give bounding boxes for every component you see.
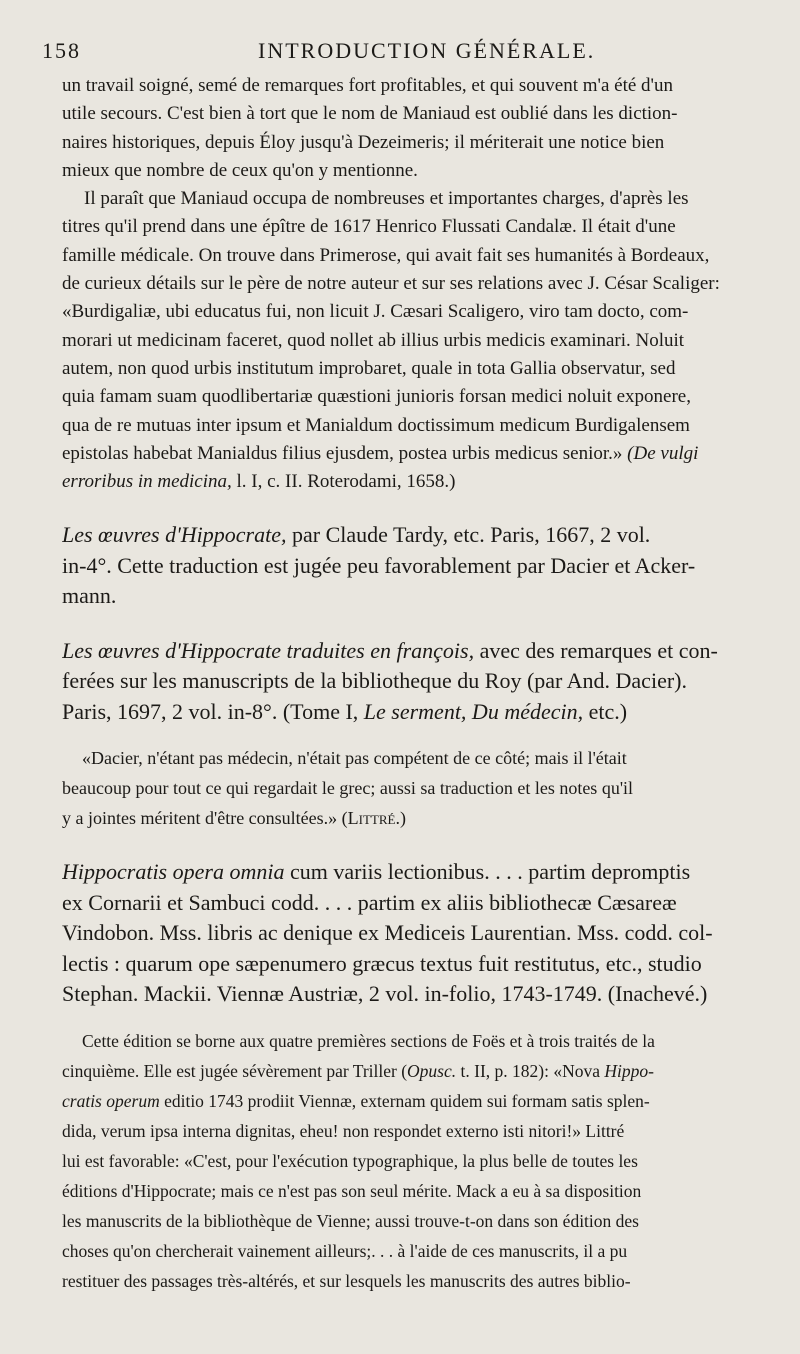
text-line: les manuscrits de la bibliothèque de Vienne; aussi trouve-t-on dans son édition des bbox=[62, 1210, 639, 1231]
text-line: autem, non quod urbis institutum improbaret, quale in tota Gallia observatur, sed bbox=[62, 357, 676, 379]
text-line: «Dacier, n'étant pas médecin, n'était pas compétent de ce côté; mais il l'était bbox=[82, 748, 627, 769]
text-span: cum variis lectionibus. . . . partim depromptis bbox=[284, 859, 691, 885]
text-span: etc.) bbox=[583, 698, 628, 724]
text-line bbox=[62, 857, 770, 888]
text-line: qua de re mutuas inter ipsum et Manialdum doctissimum medicum Burdigalensem bbox=[62, 414, 690, 436]
text-italic: cratis operum bbox=[62, 1090, 160, 1111]
author-smallcaps: Littré bbox=[347, 808, 396, 829]
text-line: utile secours. C'est bien à tort que le nom de Maniaud est oublié dans les diction- bbox=[62, 103, 678, 125]
text-line: quia famam suam quodlibertariæ quæstioni junioris forsan medici noluit exponere, bbox=[62, 386, 691, 408]
entry-title: Les œuvres d'Hippocrate, bbox=[62, 522, 287, 548]
text-line bbox=[62, 636, 770, 667]
text-line: lui est favorable: «C'est, pour l'exécution typographique, la plus belle de toutes les bbox=[62, 1150, 638, 1171]
text-line: un travail soigné, semé de remarques fort profitables, et qui souvent m'a été d'un bbox=[62, 75, 673, 96]
text-line: mann. bbox=[62, 583, 117, 609]
text-span: .) bbox=[395, 808, 406, 829]
text-line: Stephan. Mackii. Viennæ Austriæ, 2 vol. in-folio, 1743-1749. (Inachevé.) bbox=[62, 981, 708, 1007]
text-line bbox=[62, 1086, 770, 1116]
text-line: de curieux détails sur le père de notre auteur et sur ses relations avec J. César Scaliger: bbox=[62, 273, 720, 295]
entry-title: Les œuvres d'Hippocrate traduites en françois, bbox=[62, 637, 475, 663]
text-line bbox=[62, 520, 770, 551]
bibliography-entry-tardy bbox=[62, 520, 770, 612]
text-span: cinquième. Elle est jugée sévèrement par Triller ( bbox=[62, 1060, 408, 1081]
text-line bbox=[62, 440, 770, 468]
text-line: Cette édition se borne aux quatre premières sections de Foës et à trois traités de la bbox=[82, 1030, 655, 1051]
text-line: beaucoup pour tout ce qui regardait le grec; aussi sa traduction et les notes qu'il bbox=[62, 778, 634, 799]
text-span: par Claude Tardy, etc. Paris, 1667, 2 vol. bbox=[286, 522, 651, 548]
running-title: INTRODUCTION GÉNÉRALE. bbox=[258, 38, 596, 63]
bibliography-entry-mack bbox=[62, 857, 770, 1010]
bibliography-entry-dacier bbox=[62, 636, 770, 728]
text-line bbox=[62, 803, 770, 833]
text-span: epistolas habebat Manialdus filius ejusdem, postea urbis medicus senior.» bbox=[62, 442, 628, 464]
text-span: Paris, 1697, 2 vol. in-8°. (Tome I, bbox=[62, 698, 364, 724]
citation-italic: (De vulgi bbox=[627, 442, 699, 464]
text-line: restituer des passages très-altérés, et sur lesquels les manuscrits des autres biblio- bbox=[62, 1270, 631, 1291]
text-italic: Opusc. bbox=[407, 1060, 457, 1081]
page-header bbox=[42, 32, 770, 72]
text-span: t. II, p. 182): «Nova bbox=[456, 1060, 605, 1081]
text-line: ex Cornarii et Sambuci codd. . . . partim ex aliis bibliothecæ Cæsareæ bbox=[62, 889, 677, 915]
paragraph-maniaud bbox=[62, 72, 770, 496]
text-span: avec des remarques et con- bbox=[474, 637, 718, 663]
text-line: in-4°. Cette traduction est jugée peu favorablement par Dacier et Acker- bbox=[62, 552, 696, 578]
text-line: «Burdigaliæ, ubi educatus fui, non licuit J. Cæsari Scaligero, viro tam docto, com- bbox=[62, 301, 689, 323]
text-line: Vindobon. Mss. libris ac denique ex Mediceis Laurentian. Mss. codd. col- bbox=[62, 920, 713, 946]
text-line: morari ut medicinam faceret, quod nollet ab illius urbis medicis examinari. Noluit bbox=[62, 329, 685, 351]
note-dacier bbox=[62, 743, 770, 833]
text-line: éditions d'Hippocrate; mais ce n'est pas son seul mérite. Mack a eu à sa disposition bbox=[62, 1180, 642, 1201]
text-line: dida, verum ipsa interna dignitas, eheu! non respondet externo isti nitori!» Littré bbox=[62, 1120, 625, 1141]
entry-title: Hippocratis opera omnia bbox=[62, 859, 285, 885]
text-line: titres qu'il prend dans une épître de 1617 Henrico Flussati Candalæ. Il était d'une bbox=[62, 216, 676, 238]
citation-italic: erroribus in medicina, bbox=[62, 471, 232, 493]
text-line: choses qu'on chercherait vainement ailleurs;. . . à l'aide de ces manuscrits, il a pu bbox=[62, 1240, 628, 1261]
text-italic: Hippo- bbox=[604, 1060, 654, 1081]
text-line: mieux que nombre de ceux qu'on y mentionne. bbox=[62, 159, 418, 181]
text-span: y a jointes méritent d'être consultées.» ( bbox=[62, 808, 348, 829]
text-line: lectis : quarum ope sæpenumero græcus textus fuit restitutus, etc., studio bbox=[62, 950, 702, 976]
text-line bbox=[62, 468, 770, 496]
text-line bbox=[62, 1056, 770, 1086]
text-line bbox=[62, 697, 770, 728]
text-span: editio 1743 prodiit Viennæ, externam quidem sui formam satis splen- bbox=[159, 1090, 650, 1111]
text-italic: Le serment, Du médecin, bbox=[363, 698, 584, 724]
note-mack-edition bbox=[62, 1026, 770, 1296]
text-line: naires historiques, depuis Éloy jusqu'à Dezeimeris; il mériterait une notice bien bbox=[62, 131, 665, 153]
text-line: Il paraît que Maniaud occupa de nombreuses et importantes charges, d'après les bbox=[84, 188, 689, 210]
text-line: ferées sur les manuscripts de la bibliotheque du Roy (par And. Dacier). bbox=[62, 668, 687, 694]
page-number: 158 bbox=[42, 38, 81, 63]
text-line: famille médicale. On trouve dans Primerose, qui avait fait ses humanités à Bordeaux, bbox=[62, 244, 710, 266]
text-span: l. I, c. II. Roterodami, 1658.) bbox=[231, 471, 456, 493]
